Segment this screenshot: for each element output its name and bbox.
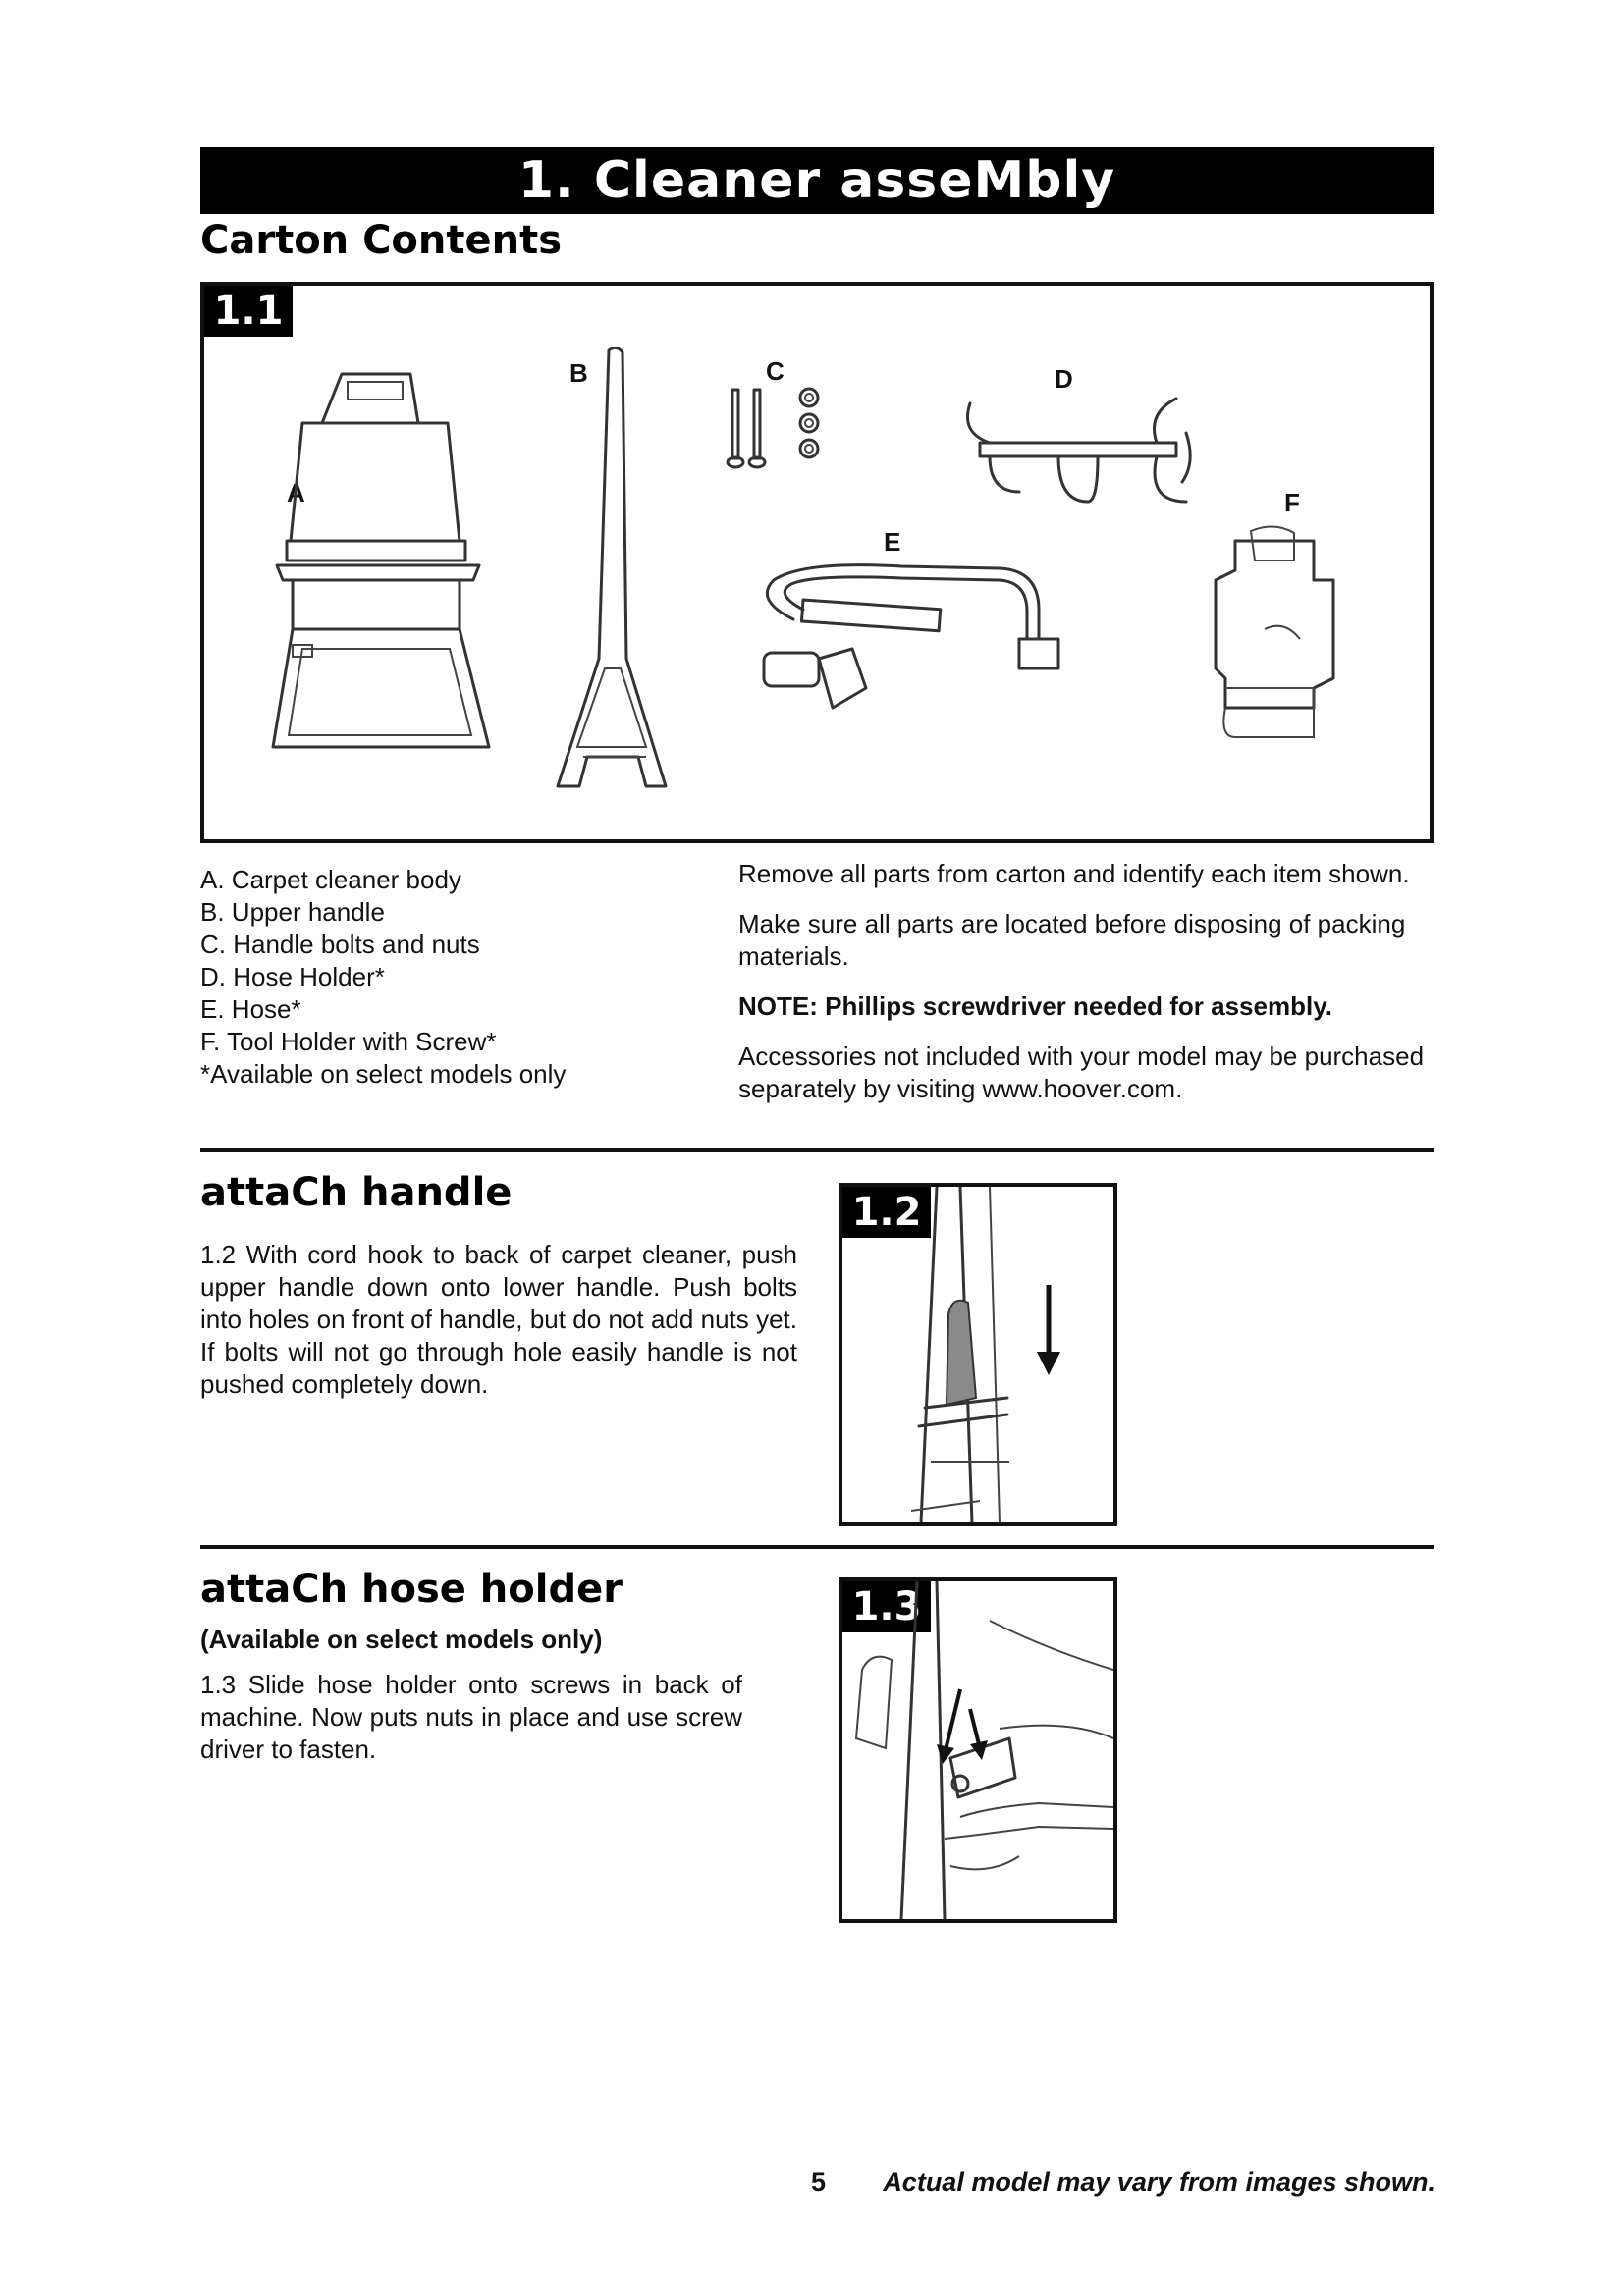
figure-tag-1-1: 1.1 <box>204 286 293 337</box>
attach-handle-illustration <box>842 1187 1113 1522</box>
handle-bolts-nuts-illustration <box>725 384 833 482</box>
part-label-c: C <box>766 356 785 386</box>
section-title: 1. Cleaner asseMbly <box>517 151 1116 210</box>
hose-illustration <box>744 561 1117 737</box>
figure-tag-1-2: 1.2 <box>842 1187 931 1238</box>
figure-1-3 <box>839 1577 1117 1923</box>
instruction-check-parts: Make sure all parts are located before disposing of packing materials. <box>738 909 1406 971</box>
carpet-cleaner-body-illustration <box>263 354 499 767</box>
attach-handle-text: 1.2 With cord hook to back of carpet cleaner, push upper handle down onto lower handle. Push bolts into holes on front of handle, but do not add nuts yet. If bolts will not go through hole easily handle is not pushed completely down. <box>200 1240 797 1399</box>
list-item: A. Carpet cleaner body <box>200 865 461 894</box>
figure-1-2 <box>839 1183 1117 1526</box>
footer-disclaimer: Actual model may vary from images shown. <box>883 2167 1435 2197</box>
part-label-d: D <box>1055 364 1073 394</box>
attach-hose-holder-illustration <box>842 1581 1113 1919</box>
attach-hose-holder-heading: attaCh hose holder <box>200 1567 623 1612</box>
instruction-remove-parts: Remove all parts from carton and identify each item shown. <box>738 859 1410 888</box>
list-item: D. Hose Holder* <box>200 962 385 991</box>
section-title-bar <box>200 147 1434 214</box>
note-screwdriver: NOTE: Phillips screwdriver needed for assembly. <box>738 991 1332 1021</box>
carton-instructions <box>738 858 1437 1105</box>
carton-contents-heading: Carton Contents <box>200 218 563 263</box>
attach-handle-heading: attaCh handle <box>200 1170 513 1215</box>
tool-holder-illustration <box>1206 521 1353 747</box>
list-item: F. Tool Holder with Screw* <box>200 1027 497 1056</box>
upper-handle-illustration <box>548 345 685 796</box>
section-divider <box>200 1545 1434 1549</box>
page-number: 5 <box>811 2167 827 2197</box>
part-label-a: A <box>287 478 305 507</box>
section-divider <box>200 1148 1434 1152</box>
figure-1-1 <box>200 282 1434 843</box>
attach-hose-holder-subheading: (Available on select models only) <box>200 1625 603 1654</box>
attach-hose-holder-text: 1.3 Slide hose holder onto screws in back of machine. Now puts nuts in place and use screw driver to fasten. <box>200 1670 742 1764</box>
part-label-b: B <box>569 358 588 388</box>
list-item: *Available on select models only <box>200 1059 567 1089</box>
list-item: C. Handle bolts and nuts <box>200 930 480 959</box>
figure-tag-1-3: 1.3 <box>842 1581 931 1632</box>
hose-holder-illustration <box>950 394 1196 521</box>
carton-item-list <box>200 864 750 1091</box>
list-item: E. Hose* <box>200 994 301 1024</box>
part-label-f: F <box>1284 488 1300 517</box>
list-item: B. Upper handle <box>200 897 385 927</box>
part-label-e: E <box>884 527 901 557</box>
accessories-text: Accessories not included with your model may be purchased separately by visiting www.hoover.com. <box>738 1041 1425 1103</box>
